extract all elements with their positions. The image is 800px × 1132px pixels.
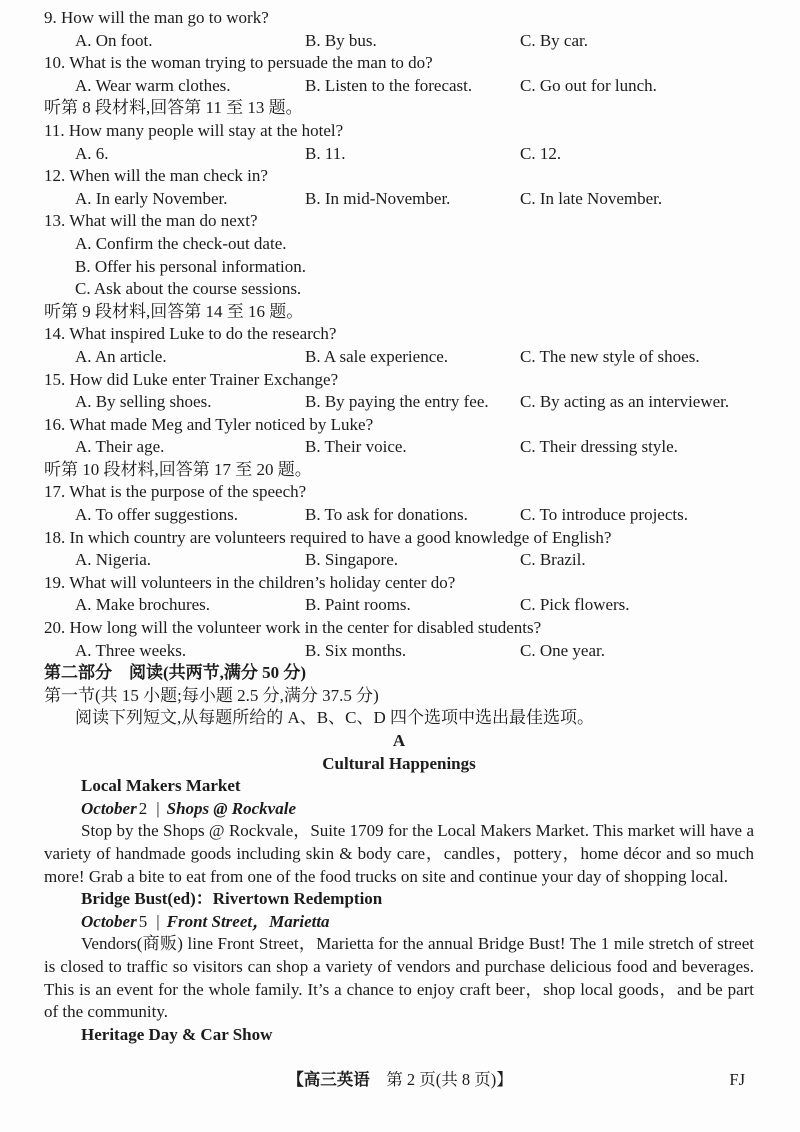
options-10 [44,75,754,98]
options-18 [44,549,754,572]
option-19b: B. Paint rooms. [305,595,411,615]
option-13b: B. Offer his personal information. [75,256,307,276]
option-11c: C. 12. [520,143,562,163]
event1-body: Stop by the Shops @ Rockvale，Suite 1709 for the Local Makers Market. This market will have a variety of handmade goods including skin & body care，candles，pottery，home décor and so much more! Grab a bite to eat from one of the food trucks on site and continue your day of shopping local. [44,821,754,886]
options-11 [44,143,754,166]
option-19a: A. Make brochures. [75,595,211,615]
question-14: 14. What inspired Luke to do the research? [44,324,337,344]
option-11a: A. 6. [75,143,109,163]
question-19: 19. What will volunteers in the children’s holiday center do? [44,572,456,592]
question-20: 20. How long will the volunteer work in the center for disabled students? [44,618,542,638]
option-16b: B. Their voice. [305,437,407,457]
question-10: 10. What is the woman trying to persuade the man to do? [44,53,433,73]
question-11: 11. How many people will stay at the hotel? [44,120,344,140]
option-17b: B. To ask for donations. [305,505,468,525]
event1-separator: | [156,798,160,818]
option-14c: C. The new style of shoes. [520,346,700,366]
question-13: 13. What will the man do next? [44,211,258,231]
event2-body: Vendors(商贩) line Front Street，Marietta for the annual Bridge Bust! The 1 mile stretch of street is closed to traffic so visitors can shop a variety of vendors and purchase delicious food and beverages. This is an event for the whole family. It’s a chance to enjoy craft beer，shop local goods，and be part of the community. [44,934,754,1022]
option-14b: B. A sale experience. [305,346,449,366]
listening-cue-10: 听第 10 段材料,回答第 17 至 20 题。 [44,459,312,479]
options-15 [44,391,754,414]
option-15b: B. By paying the entry fee. [305,392,489,412]
options-17 [44,504,754,527]
options-16 [44,436,754,459]
part2-directions: 阅读下列短文,从每题所给的 A、B、C、D 四个选项中选出最佳选项。 [75,708,594,728]
option-13a: A. Confirm the check-out date. [75,233,287,253]
option-18c: C. Brazil. [520,550,586,570]
option-15c: C. By acting as an interviewer. [520,392,730,412]
question-9: 9. How will the man go to work? [44,8,269,27]
option-15a: A. By selling shoes. [75,392,212,412]
option-9c: C. By car. [520,30,588,50]
part2-header: 第二部分 阅读(共两节,满分 50 分) [44,663,307,683]
option-9b: B. By bus. [305,30,377,50]
question-12: 12. When will the man check in? [44,166,268,186]
event1-dateline [44,798,754,821]
exam-content [44,7,754,1046]
event1-month: October [81,798,137,818]
event2-heading: Bridge Bust(ed)：Rivertown Redemption [81,889,383,909]
option-17c: C. To introduce projects. [520,505,688,525]
listening-cue-9: 听第 9 段材料,回答第 14 至 16 题。 [44,301,304,321]
option-20b: B. Six months. [305,640,407,660]
option-10b: B. Listen to the forecast. [305,75,473,95]
option-17a: A. To offer suggestions. [75,505,238,525]
option-10a: A. Wear warm clothes. [75,75,231,95]
question-15: 15. How did Luke enter Trainer Exchange? [44,369,339,389]
option-18a: A. Nigeria. [75,550,152,570]
option-9a: A. On foot. [75,30,153,50]
options-14 [44,346,754,369]
question-17: 17. What is the purpose of the speech? [44,482,307,502]
footer-code: FJ [729,1070,745,1089]
question-16: 16. What made Meg and Tyler noticed by Luke? [44,414,374,434]
passage-title: Cultural Happenings [322,753,476,773]
option-12b: B. In mid-November. [305,188,451,208]
passage-label: A [392,731,406,750]
options-20 [44,640,754,663]
event1-day: 2 [138,798,148,818]
event2-day: 5 [138,911,148,931]
option-20c: C. One year. [520,640,605,660]
page-footer [0,1069,800,1091]
part2-section1: 第一节(共 15 小题;每小题 2.5 分,满分 37.5 分) [44,685,379,705]
option-20a: A. Three weeks. [75,640,187,660]
option-11b: B. 11. [305,143,346,163]
option-16a: A. Their age. [75,437,165,457]
options-19 [44,594,754,617]
option-13c: C. Ask about the course sessions. [75,279,302,299]
options-9 [44,30,754,53]
event2-separator: | [156,911,160,931]
event2-month: October [81,911,137,931]
option-18b: B. Singapore. [305,550,399,570]
event2-dateline [44,911,754,934]
question-18: 18. In which country are volunteers required to have a good knowledge of English? [44,527,612,547]
event1-venue: Shops @ Rockvale [166,798,296,818]
footer-subject: 【高三英语 [287,1070,370,1089]
event2-venue: Front Street，Marietta [166,911,330,931]
event3-heading: Heritage Day & Car Show [81,1024,273,1044]
listening-cue-8: 听第 8 段材料,回答第 11 至 13 题。 [44,98,303,118]
event1-heading: Local Makers Market [81,776,241,796]
option-19c: C. Pick flowers. [520,595,630,615]
option-12c: C. In late November. [520,188,663,208]
footer-page-number: 第 2 页(共 8 页)】 [369,1070,513,1089]
option-10c: C. Go out for lunch. [520,75,657,95]
option-12a: A. In early November. [75,188,228,208]
option-14a: A. An article. [75,346,167,366]
options-12 [44,188,754,211]
option-16c: C. Their dressing style. [520,437,678,457]
